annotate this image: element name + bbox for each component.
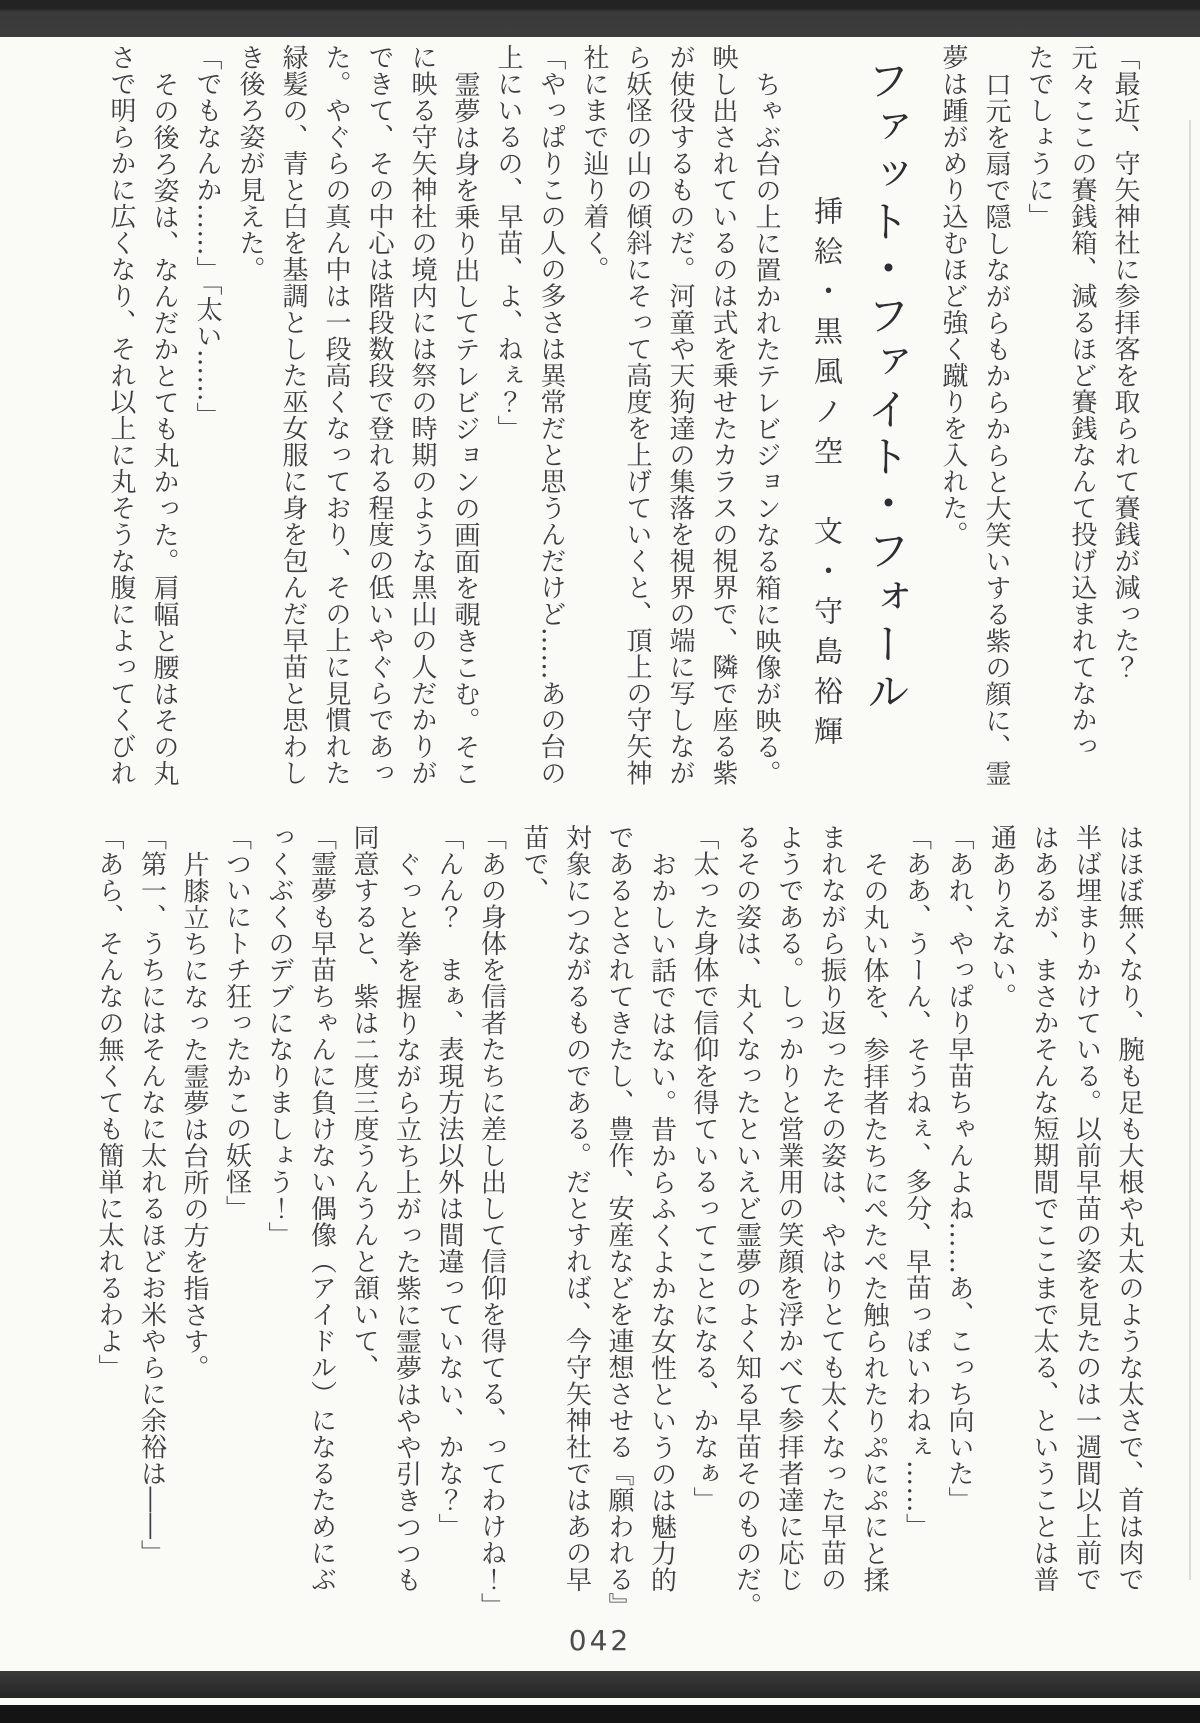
text-column: ちゃぶ台の上に置かれたテレビジョンなる箱に映像が映る。 — [751, 70, 781, 786]
text-column: 片膝立ちになった霊夢は台所の方を指さす。 — [179, 850, 209, 1381]
text-column: その丸い体を、参拝者たちにぺたぺた触られたりぷにぷにと揉 — [859, 850, 889, 1593]
text-column: たでしょうに」 — [1024, 44, 1054, 230]
text-column: はあるが、まさかそんな短期間でここまで太る、ということは普 — [1029, 824, 1059, 1593]
text-column: 「やっぱりこの人の多さは異常だと思うんだけど……あの台の — [536, 44, 566, 786]
text-band-top — [99, 44, 1146, 806]
text-column: た。やぐらの真ん中は一段高くなっており、その上に見慣れた — [321, 44, 351, 786]
text-column: に映る守矢神社の境内には祭の時期のような黒山の人だかりが — [407, 44, 437, 786]
text-column: ら妖怪の山の傾斜にそって高度を上げていくと、頂上の守矢神 — [622, 44, 652, 786]
text-column: 「太った身体で信仰を得ているってことになる、かなぁ」 — [689, 824, 719, 1513]
top-band-left-columns — [99, 44, 787, 806]
text-column: 通ありえない。 — [986, 824, 1017, 1010]
text-column: 「霊夢も早苗ちゃんに負けない偶像（アイドル）になるためにぶ — [306, 824, 337, 1593]
story-title-block — [801, 44, 917, 806]
text-column: 「ああ、うーん、そうねぇ、多分、早苗っぽいわねぇ……」 — [901, 824, 932, 1540]
bottom-scan-bar-upper — [0, 1671, 1200, 1698]
text-column: 「でもなんか……」「太い……」 — [192, 44, 222, 429]
text-column: 対象につながるものである。だとすれば、今守矢神社ではあの早 — [561, 824, 592, 1593]
text-column: 苗で、 — [519, 824, 549, 904]
text-column: 同意すると、紫は二度三度うんうんと頷いて、 — [349, 824, 379, 1381]
text-column: 半ば埋まりかけている。以前早苗の姿を見たのは一週間以上前で — [1071, 824, 1102, 1593]
text-column: 霊夢は身を乗り出してテレビジョンの画面を覗きこむ。そこ — [450, 70, 480, 786]
text-column: その後ろ姿は、なんだかとても丸かった。肩幅と腰はその丸 — [149, 70, 179, 786]
text-column: はほぼ無くなり、腕も足も大根や丸太のような太さで、首は肉で — [1114, 824, 1144, 1593]
text-column: 緑髪の、青と白を基調とした巫女服に身を包んだ早苗と思わし — [278, 44, 308, 786]
text-column: 「あれ、やっぱり早苗ちゃんよね……あ、こっち向いた」 — [944, 824, 974, 1513]
text-column: るその姿は、丸くなったといえど霊夢のよく知る早苗そのものだ。 — [731, 824, 762, 1619]
page-number: 042 — [568, 1624, 632, 1657]
text-column: さで明らかに広くなり、それ以上に丸そうな腹によってくびれ — [106, 44, 136, 786]
text-column: ぐっと拳を握りながら立ち上がった紫に霊夢はやや引きつつも — [391, 850, 422, 1593]
text-column: 「ついにトチ狂ったかこの妖怪」 — [221, 824, 252, 1222]
text-column: できて、その中心は階段数段で登れる程度の低いやぐらであっ — [364, 44, 394, 786]
text-column: き後ろ姿が見えた。 — [235, 44, 265, 283]
text-column: 口元を扇で隠しながらもからからと大笑いする紫の顔に、霊 — [981, 70, 1011, 786]
text-column: 「第一、うちにはそんなに太れるほどお米やらに余裕は――」 — [136, 824, 167, 1566]
text-column: 元々ここの賽銭箱、減るほど賽銭なんて投げ込まれてなかっ — [1067, 44, 1097, 760]
story-title: ファット・ファイト・フォール — [860, 58, 910, 716]
text-column: 「んん？ まぁ、表現方法以外は間違っていない、かな？」 — [434, 824, 464, 1540]
scan-edge-line — [1189, 120, 1191, 1580]
text-column: ようである。しっかりと営業用の笑顔を浮かべて参拝者達に応じ — [774, 824, 804, 1593]
top-band-right-columns — [931, 44, 1146, 806]
text-column: であるとされてきたし、豊作、安産などを連想させる『願われる』 — [604, 824, 634, 1619]
text-column: おかしい話ではない。昔からふくよかな女性というのは魅力的 — [646, 850, 677, 1593]
text-column: 上にいるの、早苗、よ、ねぇ？」 — [493, 44, 523, 442]
text-column: 「最近、守矢神社に参拝客を取られて賽銭が減った？ — [1110, 44, 1140, 680]
text-column: 映し出されているのは式を乗せたカラスの視界で、隣で座る紫 — [708, 44, 738, 786]
text-band-bottom — [88, 824, 1151, 1626]
text-column: まれながら振り返ったその姿は、やはりとても太くなった早苗の — [816, 824, 847, 1593]
top-scan-bar — [0, 0, 1200, 37]
text-column: 「あの身体を信者たちに差し出して信仰を得てる、ってわけね！」 — [476, 824, 507, 1619]
text-column: が使役するものだ。河童や天狗達の集落を視界の端に写しなが — [665, 44, 695, 786]
text-column: っくぶくのデブになりましょう！」 — [264, 824, 294, 1248]
text-column: 夢は踵がめり込むほど強く蹴りを入れた。 — [938, 44, 968, 548]
story-credit: 挿絵・黒風ノ空 文・守島裕輝 — [810, 196, 844, 756]
text-column: 「あら、そんなの無くても簡単に太れるわよ」 — [94, 824, 124, 1381]
bottom-scan-bar-lower — [0, 1705, 1200, 1723]
text-column: 社にまで辿り着く。 — [579, 44, 609, 283]
